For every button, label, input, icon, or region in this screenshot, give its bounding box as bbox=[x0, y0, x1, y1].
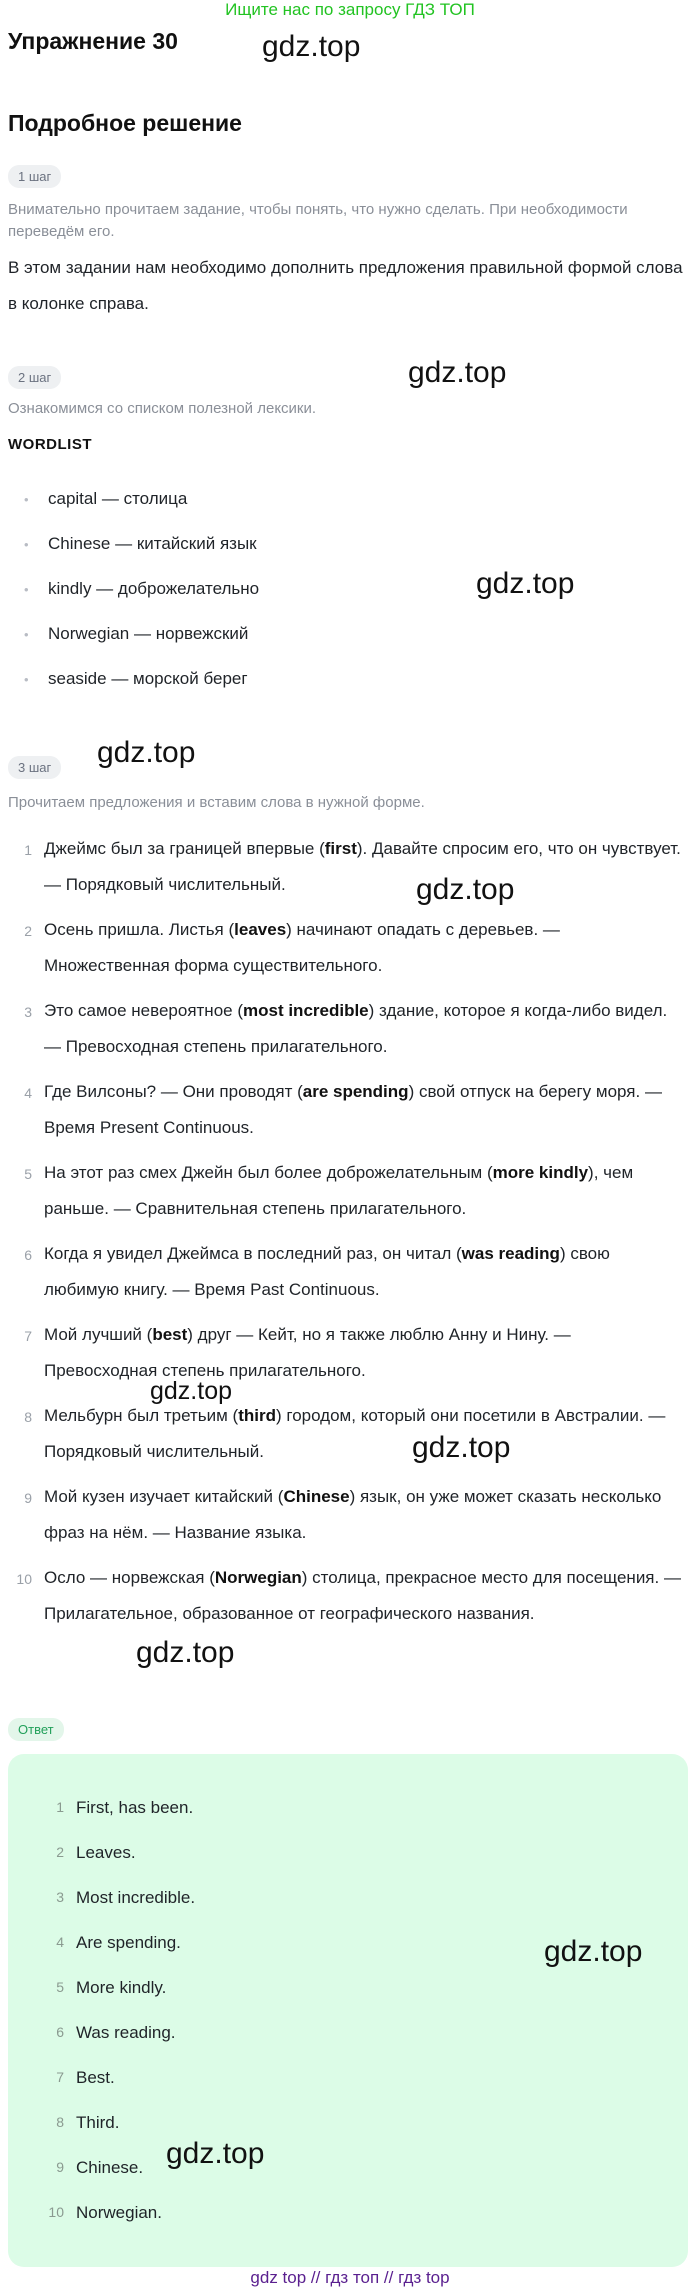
answer-word: best bbox=[152, 1325, 188, 1344]
answer-word: more kindly bbox=[492, 1163, 589, 1182]
answer-word: are spending bbox=[302, 1082, 409, 1101]
answer-number: 9 bbox=[56, 2159, 64, 2175]
answer-word: Norwegian bbox=[214, 1568, 302, 1587]
wordlist-title: WORDLIST bbox=[8, 436, 92, 453]
answer-text: Most incredible. bbox=[76, 1888, 196, 1907]
answer-text: Best. bbox=[76, 2068, 115, 2087]
item-text: Мой лучший (best) друг — Кейт, но я также люблю Анну и Нину. — Превосходная степень прилагательного. bbox=[44, 1325, 571, 1380]
item-text: Когда я увидел Джеймса в последний раз, он читал (was reading) свою любимую книгу. — Время Past Continuous. bbox=[44, 1244, 610, 1299]
item-number: 4 bbox=[24, 1085, 32, 1101]
item-text: На этот раз смех Джейн был более доброжелательным (more kindly), чем раньше. — Сравнительная степень прилагательного. bbox=[44, 1163, 634, 1218]
item-number: 1 bbox=[24, 842, 32, 858]
top-banner: Ищите нас по запросу ГДЗ ТОП bbox=[225, 0, 475, 19]
item-text: Джеймс был за границей впервые (first). Давайте спросим его, что он чувствует. — Порядковый числительный. bbox=[44, 839, 681, 894]
answer-number: 3 bbox=[56, 1889, 64, 1905]
answer-text: Was reading. bbox=[76, 2023, 176, 2042]
step-1-text: В этом задании нам необходимо дополнить предложения правильной формой слова в колонке справа. bbox=[8, 258, 683, 313]
answer-text: Chinese. bbox=[76, 2158, 144, 2177]
answer-text: First, has been. bbox=[76, 1798, 194, 1817]
item-text: Это самое невероятное (most incredible) здание, которое я когда-либо видел. — Превосходная степень прилагательного. bbox=[44, 1001, 668, 1056]
answer-text: Norwegian. bbox=[76, 2203, 162, 2222]
item-text: Мой кузен изучает китайский (Chinese) язык, он уже может сказать несколько фраз на нём. — Название языка. bbox=[44, 1487, 662, 1542]
answer-number: 8 bbox=[56, 2114, 64, 2130]
item-text: Где Вилсоны? — Они проводят (are spending) свой отпуск на берегу моря. — Время Present Continuous. bbox=[44, 1082, 662, 1137]
answer-number: 5 bbox=[56, 1979, 64, 1995]
watermark: gdz.top bbox=[412, 1431, 511, 1464]
answer-number: 1 bbox=[56, 1799, 64, 1815]
step-2-badge: 2 шаг bbox=[8, 366, 61, 389]
answer-word: leaves bbox=[234, 920, 287, 939]
answer-text: Leaves. bbox=[76, 1843, 136, 1862]
answer-number: 4 bbox=[56, 1934, 64, 1950]
exercise-title: Упражнение 30 bbox=[8, 28, 178, 54]
watermark: gdz.top bbox=[476, 567, 575, 600]
wordlist-item: • seaside — морской берег bbox=[48, 669, 248, 689]
step-3-badge: 3 шаг bbox=[8, 756, 61, 779]
item-number: 3 bbox=[24, 1004, 32, 1020]
wordlist-item: • kindly — доброжелательно bbox=[48, 579, 259, 599]
answer-text: Third. bbox=[76, 2113, 120, 2132]
answer-word: Chinese bbox=[283, 1487, 350, 1506]
answer-word: first bbox=[324, 839, 357, 858]
item-number: 6 bbox=[24, 1247, 32, 1263]
item-number: 9 bbox=[24, 1490, 32, 1506]
watermark: gdz.top bbox=[416, 873, 515, 906]
answer-number: 7 bbox=[56, 2069, 64, 2085]
watermark: gdz.top bbox=[136, 1636, 235, 1669]
answer-word: third bbox=[238, 1406, 276, 1425]
watermark: gdz.top bbox=[408, 356, 507, 389]
section-title: Подробное решение bbox=[8, 110, 242, 136]
answer-number: 10 bbox=[48, 2204, 64, 2220]
item-text: Мельбурн был третьим (third) городом, который они посетили в Австралии. — Порядковый числительный. bbox=[44, 1406, 666, 1461]
watermark: gdz.top bbox=[544, 1935, 643, 1968]
footer: gdz top // гдз топ // гдз top bbox=[250, 2268, 450, 2287]
watermark: gdz.top bbox=[262, 30, 361, 63]
answer-box bbox=[8, 1754, 688, 2267]
watermark: gdz.top bbox=[150, 1377, 233, 1405]
item-number: 8 bbox=[24, 1409, 32, 1425]
answer-number: 6 bbox=[56, 2024, 64, 2040]
answer-word: was reading bbox=[461, 1244, 560, 1263]
step-1-badge: 1 шаг bbox=[8, 165, 61, 188]
answer-text: Are spending. bbox=[76, 1933, 181, 1952]
answer-text: More kindly. bbox=[76, 1978, 167, 1997]
item-number: 10 bbox=[16, 1571, 32, 1587]
item-number: 2 bbox=[24, 923, 32, 939]
wordlist-item: • Chinese — китайский язык bbox=[48, 534, 257, 554]
item-text: Осло — норвежская (Norwegian) столица, прекрасное место для посещения. — Прилагательное, образованное от географического названия. bbox=[44, 1568, 681, 1623]
step-1-hint: Внимательно прочитаем задание, чтобы понять, что нужно сделать. При необходимости переведём его. bbox=[8, 201, 628, 240]
item-number: 7 bbox=[24, 1328, 32, 1344]
wordlist-item: • Norwegian — норвежский bbox=[48, 624, 248, 644]
watermark: gdz.top bbox=[166, 2137, 265, 2170]
answer-word: most incredible bbox=[243, 1001, 369, 1020]
item-text: Осень пришла. Листья (leaves) начинают опадать с деревьев. — Множественная форма существительного. bbox=[44, 920, 560, 975]
watermark: gdz.top bbox=[97, 736, 196, 769]
item-number: 5 bbox=[24, 1166, 32, 1182]
step-2-hint: Ознакомимся со списком полезной лексики. bbox=[8, 400, 317, 417]
answer-number: 2 bbox=[56, 1844, 64, 1860]
answer-badge: Ответ bbox=[8, 1718, 64, 1741]
wordlist-item: • capital — столица bbox=[48, 489, 187, 509]
step-3-hint: Прочитаем предложения и вставим слова в нужной форме. bbox=[8, 794, 425, 811]
